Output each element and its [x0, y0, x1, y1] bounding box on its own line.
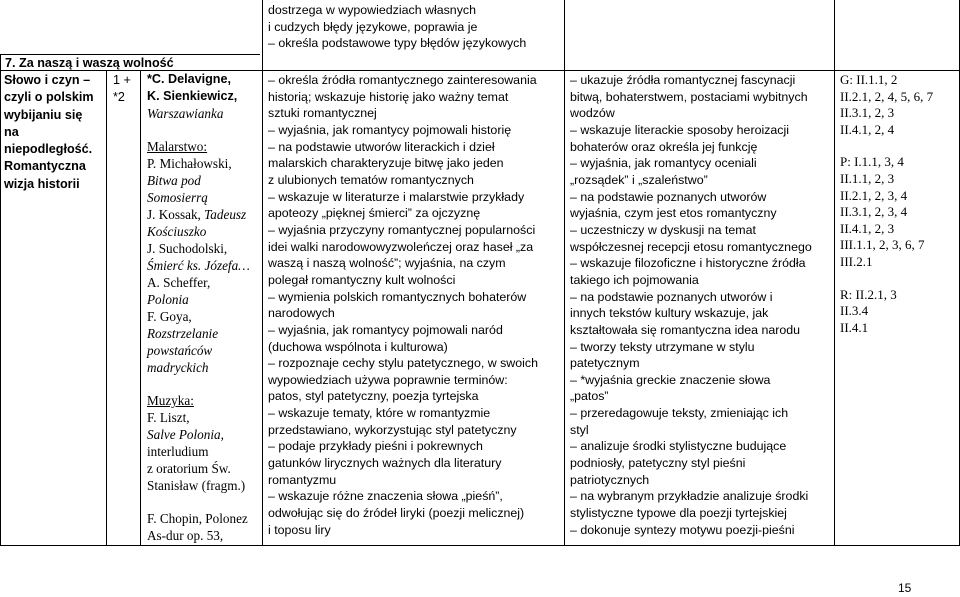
- ref-line-p: III.1.1, 2, 3, 6, 7: [840, 237, 925, 253]
- extended-line: – na wybranym przykładzie analizuje środki: [570, 489, 809, 504]
- ref-line-g: II.3.1, 2, 3: [840, 105, 895, 121]
- topic-cell: [4, 72, 94, 193]
- basic-line: idei walki narodowowyzwoleńczej oraz haseł „za: [268, 239, 534, 254]
- painting-author: J. Kossak,: [147, 207, 205, 222]
- extended-line: – na podstawie poznanych utworów i: [570, 289, 773, 304]
- basic-line: odwołując się do źródeł liryki (poezji melicznej): [268, 506, 525, 521]
- music-line: Stanisław (fragm.): [147, 478, 246, 493]
- basic-line: – na podstawie utworów literackich i dzieł: [268, 139, 495, 154]
- top-objectives: [268, 2, 526, 52]
- text-title: Warszawianka: [147, 106, 224, 121]
- topic-line: niepodległość.: [4, 142, 93, 157]
- extended-line: – przeredagowuje teksty, zmieniając ich: [570, 406, 789, 421]
- ref-line-p: II.3.1, 2, 3, 4: [840, 204, 908, 220]
- music-line: F. Chopin, Polonez: [147, 511, 248, 526]
- painting-title: madryckich: [147, 360, 209, 375]
- painting-title: Polonia: [147, 292, 189, 307]
- col-divider-4: [564, 0, 565, 546]
- basic-line: – określa źródła romantycznego zainteresowania: [268, 73, 537, 87]
- col-divider-3: [262, 0, 263, 546]
- ref-line-r: II.4.1: [840, 319, 869, 335]
- basic-line: – wyjaśnia, jak romantycy pojmowali naród: [268, 322, 503, 337]
- texts-cell: [147, 71, 250, 544]
- spacer: [147, 122, 250, 138]
- painting-heading: Malarstwo:: [147, 139, 208, 154]
- top-objective-line: i cudzych błędy językowe, poprawia je: [268, 19, 478, 34]
- table-border-bottom: [0, 545, 960, 546]
- extended-line: innych tekstów kultury wskazuje, jak: [570, 306, 769, 321]
- basic-line: – podaje przykłady pieśni i pokrewnych: [268, 439, 483, 454]
- basic-line: – wskazuje tematy, które w romantyzmie: [268, 406, 491, 421]
- text-author: *C. Delavigne,: [147, 72, 231, 86]
- basic-line: polegał romantyczny kult wolności: [268, 272, 456, 287]
- topic-line: na: [4, 124, 19, 139]
- basic-line: historią; wskazuje historię jako ważny temat: [268, 89, 509, 104]
- music-line: z oratorium Św.: [147, 461, 231, 476]
- extended-line: stylistyczne typowe dla poezji tyrtejskiej: [570, 506, 787, 521]
- music-line: interludium: [147, 444, 209, 459]
- ref-line-g: II.4.1, 2, 4: [840, 121, 895, 137]
- extended-line: podniosły, patetyczny styl pieśni: [570, 456, 746, 471]
- painting-author: J. Suchodolski,: [147, 241, 228, 256]
- basic-line: gatunków lirycznych ważnych dla literatury: [268, 456, 502, 471]
- basic-requirements-cell: [268, 72, 538, 538]
- basic-line: sztuki romantycznej: [268, 106, 377, 121]
- col-divider-2: [140, 70, 141, 546]
- topic-line: Romantyczna: [4, 159, 86, 174]
- extended-line: – tworzy teksty utrzymane w stylu: [570, 339, 755, 354]
- topic-line: czyli o polskim: [4, 90, 94, 105]
- extended-line: „rozsądek” i „szaleństwo”: [570, 172, 708, 187]
- basic-line: – wskazuje w literaturze i malarstwie przykłady: [268, 189, 525, 204]
- extended-line: – *wyjaśnia greckie znaczenie słowa: [570, 372, 771, 387]
- extended-line: wyjaśnia, czym jest etos romantyczny: [570, 206, 777, 221]
- basic-line: wypowiedziach używa poprawnie terminów:: [268, 372, 508, 387]
- extended-line: – na podstawie poznanych utworów: [570, 189, 767, 204]
- ref-line-p: III.2.1: [840, 253, 873, 269]
- basic-line: – rozpoznaje cechy stylu patetycznego, w swoich: [268, 356, 538, 371]
- ref-line-p: II.1.1, 2, 3: [840, 170, 895, 186]
- basic-line: malarskich charakteryzuje bitwę jako jeden: [268, 156, 504, 171]
- painting-title: powstańców: [147, 343, 213, 358]
- extended-line: styl: [570, 422, 589, 437]
- ref-line-p: P: I.1.1, 3, 4: [840, 154, 904, 170]
- col-divider-0: [0, 54, 1, 546]
- section-title: 7. Za naszą i waszą wolność: [5, 56, 174, 70]
- painting-title: Kościuszko: [147, 224, 207, 239]
- extended-line: bohaterów oraz określa jej funkcję: [570, 139, 758, 154]
- hours-cell: [113, 72, 131, 107]
- spacer: [840, 138, 933, 154]
- extended-line: patriotycznych: [570, 472, 650, 487]
- extended-line: – wskazuje literackie sposoby heroizacji: [570, 122, 790, 137]
- curriculum-refs-cell: [840, 72, 933, 336]
- ref-line-r: II.3.4: [840, 303, 869, 319]
- basic-line: – wyjaśnia, jak romantycy pojmowali historię: [268, 122, 512, 137]
- ref-line-g: G: II.1.1, 2: [840, 72, 898, 87]
- ref-line-p: II.4.1, 2, 3: [840, 220, 895, 236]
- col-divider-1: [106, 70, 107, 546]
- top-objective-line: dostrzega w wypowiedziach własnych: [268, 3, 476, 17]
- painting-title: Somosierrą: [147, 190, 208, 205]
- extended-line: – wyjaśnia, jak romantycy oceniali: [570, 156, 757, 171]
- extended-line: „patos”: [570, 389, 609, 404]
- basic-line: narodowych: [268, 306, 335, 321]
- ref-line-p: II.2.1, 2, 3, 4: [840, 187, 908, 203]
- basic-line: z ulubionych tematów romantycznych: [268, 172, 474, 187]
- painting-author: A. Scheffer,: [147, 275, 211, 290]
- basic-line: – wymienia polskich romantycznych bohaterów: [268, 289, 527, 304]
- painting-title: Bitwa pod: [147, 173, 201, 188]
- music-line: F. Liszt,: [147, 410, 190, 425]
- spacer: [147, 376, 250, 392]
- basic-line: waszą i naszą wolność”; wyjaśnia, na czym: [268, 256, 506, 271]
- music-line: As-dur op. 53,: [147, 528, 224, 543]
- extended-line: współczesnej recepcji etosu romantycznego: [570, 239, 812, 254]
- painting-author: F. Goya,: [147, 309, 192, 324]
- basic-line: patos, styl patetyczny, poezja tyrtejska: [268, 389, 479, 404]
- hours-line: 1 +: [113, 73, 131, 87]
- music-heading: Muzyka:: [147, 393, 194, 408]
- extended-line: – wskazuje filozoficzne i historyczne źródła: [570, 256, 806, 271]
- page-number: 15: [898, 581, 912, 595]
- extended-line: takiego ich pojmowania: [570, 272, 699, 287]
- ref-line-g: II.2.1, 2, 4, 5, 6, 7: [840, 88, 934, 104]
- extended-line: – uczestniczy w dyskusji na temat: [570, 222, 756, 237]
- topic-line: wybijaniu się: [4, 107, 83, 122]
- basic-line: – wyjaśnia przyczyny romantycznej popularności: [268, 222, 536, 237]
- basic-line: apoteozy „pięknej śmierci” za ojczyznę: [268, 206, 481, 221]
- text-author: K. Sienkiewicz,: [147, 89, 238, 103]
- basic-line: i toposu liry: [268, 522, 331, 537]
- hours-line: *2: [113, 90, 125, 105]
- basic-line: romantyzmu: [268, 472, 337, 487]
- basic-line: (duchowa wspólnota i kulturowa): [268, 339, 448, 354]
- painting-title: Tadeusz: [204, 207, 247, 222]
- extended-line: – ukazuje źródła romantycznej fascynacji: [570, 73, 796, 87]
- extended-line: – dokonuje syntezy motywu poezji-pieśni: [570, 522, 795, 537]
- topic-line: Słowo i czyn –: [4, 73, 91, 87]
- col-divider-5: [834, 0, 835, 546]
- painting-author-line: [147, 206, 250, 223]
- spacer: [840, 271, 933, 287]
- painting-title: Rozstrzelanie: [147, 326, 219, 341]
- music-line: Salve Polonia,: [147, 427, 224, 442]
- extended-line: – analizuje środki stylistyczne budujące: [570, 439, 787, 454]
- extended-line: patetycznym: [570, 356, 640, 371]
- ref-line-r: R: II.2.1, 3: [840, 286, 897, 302]
- extended-requirements-cell: [570, 72, 812, 538]
- painting-title: Śmierć ks. Józefa…: [147, 258, 250, 273]
- top-objective-line: – określa podstawowe typy błędów językowych: [268, 36, 527, 51]
- basic-line: – wskazuje różne znaczenia słowa „pieśń”,: [268, 489, 503, 504]
- extended-line: bitwą, bohaterstwem, postaciami wybitnych: [570, 89, 808, 104]
- extended-line: wodzów: [570, 106, 615, 121]
- extended-line: kształtowała się romantyczna idea narodu: [570, 322, 801, 337]
- basic-line: przedstawiano, wykorzystując styl patetyczny: [268, 422, 517, 437]
- topic-line: wizja historii: [4, 176, 80, 191]
- spacer: [147, 494, 250, 510]
- painting-author: P. Michałowski,: [147, 156, 232, 171]
